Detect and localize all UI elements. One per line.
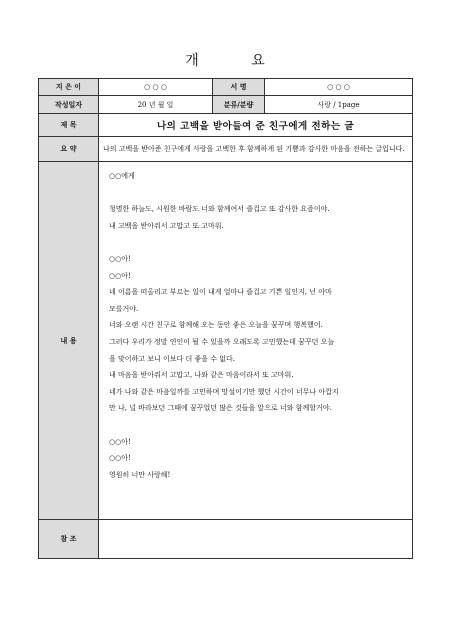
content-line: 청명한 하늘도, 시원한 바람도 너와 함께여서 즐겁고 또 감사한 요즘이야.	[109, 205, 330, 214]
content-line: 네가 나와 같은 마음일까를 고민하며 망설이기만 했던 시간이 너무나 아깝지	[109, 387, 339, 396]
reference-label: 참 조	[39, 520, 99, 559]
content-line: ○○아!	[109, 254, 131, 263]
sign-value: ○ ○ ○	[265, 79, 413, 96]
content-line: 너와 오랜 시간 친구로 함께해 오는 동안 좋은 오늘을 꿈꾸며 행복했어.	[109, 321, 323, 330]
content-line: 모를거야.	[109, 304, 139, 313]
content-line: 그러다 우리가 정말 연인이 될 수 있을까 오래도록 고민했는데 꿈꾸던 오늘	[109, 337, 335, 346]
author-label: 지 은 이	[39, 79, 99, 96]
content-line: ○○아!	[109, 454, 131, 463]
subject-row	[39, 114, 413, 137]
date-row	[39, 96, 413, 114]
content-line: 내 마음을 받아줘서 고맙고, 나와 같은 마음이라서 또 고마워.	[109, 371, 294, 380]
outline-table	[38, 78, 413, 559]
reference-value	[99, 520, 413, 559]
subject-label: 제 목	[39, 114, 99, 137]
content-blank-line	[109, 417, 402, 434]
content-line: 영원히 너만 사랑해!	[109, 470, 171, 479]
reference-row	[39, 520, 413, 559]
date-label: 작성일자	[39, 96, 99, 114]
subject-value: 나의 고백을 받아들여 준 친구에게 전하는 글	[99, 114, 413, 137]
content-label: 내 용	[39, 162, 99, 520]
category-value: 사랑 / 1page	[265, 96, 413, 114]
sign-label: 서 명	[213, 79, 265, 96]
date-value: 20 년 월 일	[99, 96, 213, 114]
content-line: 을 맞이하고 보니 이보다 더 좋을 수 없다.	[109, 354, 235, 363]
author-value: ○ ○ ○	[99, 79, 213, 96]
content-line: 내 고백을 받아줘서 고맙고 또 고마워.	[109, 221, 224, 230]
content-row	[39, 162, 413, 520]
content-line: ○○아!	[109, 271, 131, 280]
page-title: 개 요	[185, 53, 289, 69]
content-line: ○○아!	[109, 437, 131, 446]
content-body	[103, 162, 408, 483]
content-cell	[99, 162, 413, 520]
summary-row	[39, 137, 413, 162]
author-row	[39, 79, 413, 96]
content-line: 만 나, 널 바라보던 그때에 꿈꾸었던 많은 것들을 앞으로 너와 함께할거야.	[109, 404, 332, 413]
category-label: 분류/분량	[213, 96, 265, 114]
content-line: 네 이름을 떠올리고 부르는 일이 내게 얼마나 즐겁고 기쁜 일인지, 넌 아마	[109, 288, 332, 297]
content-blank-line	[109, 234, 402, 251]
content-line: ○○에게	[109, 172, 135, 180]
content-blank-line	[109, 185, 402, 202]
summary-value: 나의 고백을 받아준 친구에게 사랑을 고백한 후 함께하게 된 기쁨과 감사한 마음을 전하는 글입니다.	[99, 137, 413, 162]
summary-label: 요 약	[39, 137, 99, 162]
